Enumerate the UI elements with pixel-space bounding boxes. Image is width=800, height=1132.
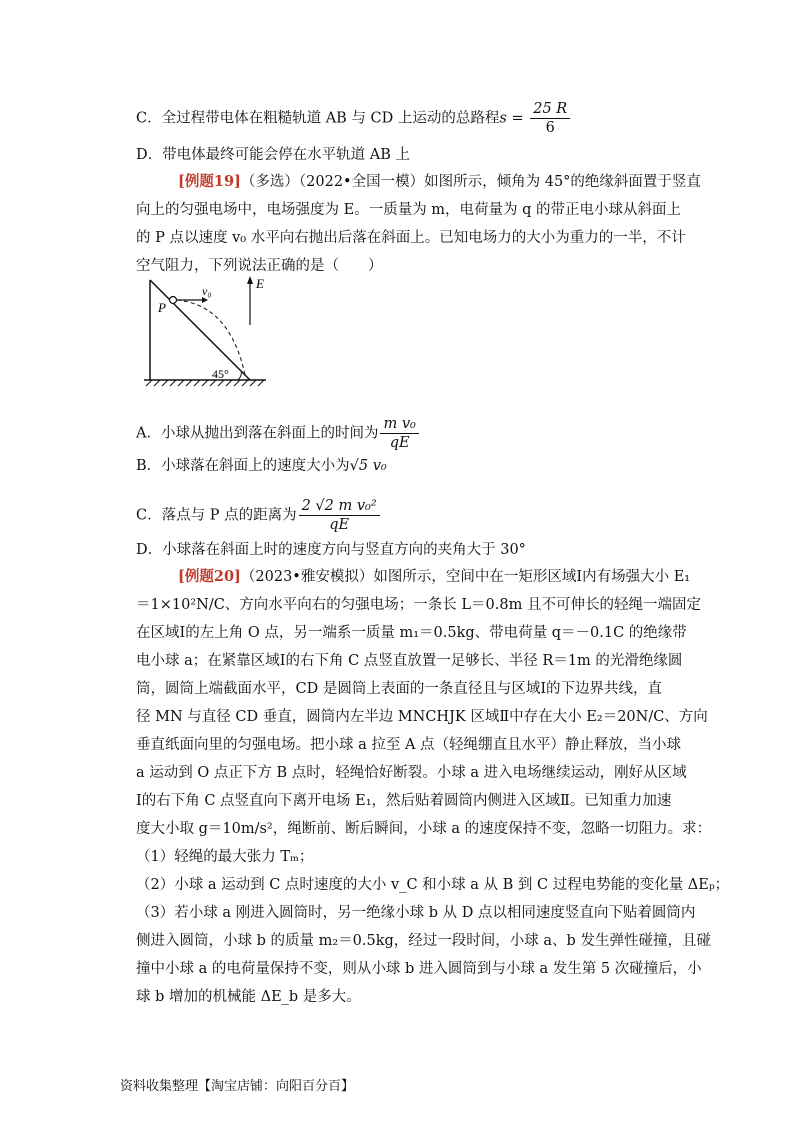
label-angle: 45° [212, 367, 229, 381]
ex20-line-5: 筒，圆筒上端截面水平，CD 是圆筒上表面的一条直径且与区域Ⅰ的下边界共线，直 [136, 681, 663, 697]
ex20-line-7: 垂直纸面向里的匀强电场。把小球 a 拉至 A 点（轻绳绷直且水平）静止释放，当小球 [136, 737, 682, 753]
ex20-tag: [例题20] [178, 568, 241, 585]
ground-hatch [146, 380, 264, 386]
option-c-prev: C．全过程带电体在粗糙轨道 AB 与 CD 上运动的总路程s = $\frac{25 R}{6}$ [136, 100, 572, 137]
option-d-prev: D．带电体最终可能会停在水平轨道 AB 上 [136, 147, 410, 163]
ex19-line-4: 空气阻力，下列说法正确的是（ ） [136, 258, 383, 274]
footer-text: 资料收集整理【淘宝店铺：向阳百分百】 [120, 1079, 355, 1094]
ex19-option-b: B．小球落在斜面上的速度大小为√5 v₀ [136, 458, 387, 474]
ex20-question-3-line-4: 球 b 增加的机械能 ΔE_b 是多大。 [136, 989, 361, 1005]
label-P: P [158, 300, 166, 315]
fraction: $\frac{\text{2 √2 m v₀²}}{qE}$ [299, 497, 380, 534]
ex19-line-1: [例题19]（多选）（2022•全国一模）如图所示，倾角为 45°的绝缘斜面置于竖直 [178, 173, 701, 190]
ex19-option-a: A．小球从抛出到落在斜面上的时间为 $\frac{\text{m v₀}}{qE}$ [136, 415, 421, 452]
ex20-line-3: 在区域Ⅰ的左上角 O 点，另一端系一质量 m₁＝0.5kg、带电荷量 q＝－0.1C 的绝缘带 [136, 625, 687, 641]
ex20-question-1: （1）轻绳的最大张力 Tₘ； [136, 849, 314, 865]
ex20-question-3-line-3: 撞中小球 a 的电荷量保持不变，则从小球 b 进入圆筒到与小球 a 发生第 5 次碰撞后，小 [136, 961, 702, 977]
ex20-question-2: （2）小球 a 运动到 C 点时速度的大小 v_C 和小球 a 从 B 到 C 过程电势能的变化量 ΔEₚ； [136, 877, 730, 893]
ex20-question-3-line-1: （3）若小球 a 刚进入圆筒时，另一绝缘小球 b 从 D 点以相同速度竖直向下贴着圆筒内 [136, 905, 696, 921]
fraction: $\frac{25 R}{6}$ [530, 100, 570, 137]
ex20-line-10: 度大小取 g＝10m/s²，绳断前、断后瞬间，小球 a 的速度保持不变，忽略一切阻力。求： [136, 821, 712, 837]
ex20-question-3-line-2: 侧进入圆筒，小球 b 的质量 m₂＝0.5kg，经过一段时间，小球 a、b 发生弹性碰撞，且碰 [136, 933, 711, 949]
incline-line [150, 280, 250, 380]
ex20-line-9: Ⅰ的右下角 C 点竖直向下离开电场 E₁，然后贴着圆筒内侧进入区域Ⅱ。已知重力加速 [136, 793, 672, 809]
label-E: E [256, 276, 264, 291]
ex20-line-8: a 运动到 O 点正下方 B 点时，轻绳恰好断裂。小球 a 进入电场继续运动，刚好从区域 [136, 765, 687, 781]
label-v0: v₀ [202, 284, 212, 298]
fraction: $\frac{\text{m v₀}}{qE}$ [380, 415, 418, 452]
ex20-line-4: 电小球 a；在紧靠区域Ⅰ的右下角 C 点竖直放置一足够长、半径 R＝1m 的光滑绝缘圆 [136, 653, 683, 669]
ex19-option-c: C．落点与 P 点的距离为 $\frac{\text{2 √2 m v₀²}}{qE}$ [136, 497, 382, 534]
ex19-line-3: 的 P 点以速度 v₀ 水平向右抛出后落在斜面上。已知电场力的大小为重力的一半，不计 [136, 230, 686, 246]
ex19-tag: [例题19] [178, 173, 241, 190]
ex19-option-d: D．小球落在斜面上时的速度方向与竖直方向的夹角大于 30° [136, 542, 526, 558]
ex19-line-2: 向上的匀强电场中，电场强度为 E。一质量为 m，电荷量为 q 的带正电小球从斜面上 [136, 202, 682, 218]
ex20-line-6: 径 MN 与直径 CD 垂直，圆筒内左半边 MNCHJK 区域Ⅱ中存在大小 E₂＝20N/C、方向 [136, 709, 708, 725]
incline-diagram [140, 270, 270, 400]
ball-icon [170, 297, 177, 304]
field-arrowhead [247, 276, 253, 284]
ex20-line-1: [例题20]（2023•雅安模拟）如图所示，空间中在一矩形区域Ⅰ内有场强大小 E₁ [178, 568, 691, 585]
angle-arc [238, 372, 242, 381]
ex20-line-2: ＝1×10²N/C、方向水平向右的匀强电场；一条长 L＝0.8m 且不可伸长的轻绳一端固定 [136, 597, 701, 613]
